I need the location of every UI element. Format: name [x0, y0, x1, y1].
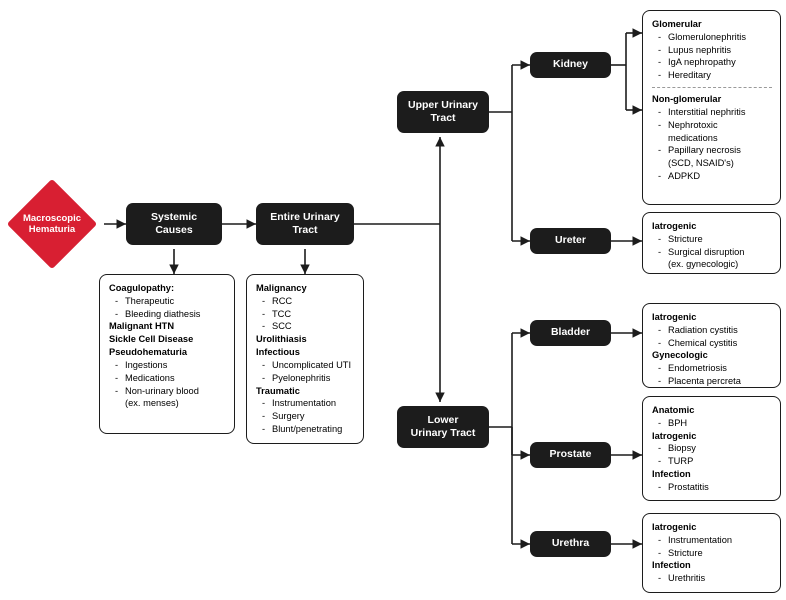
panel-heading: Iatrogenic — [652, 430, 697, 441]
node-entire-urinary-tract-label: Entire Urinary Tract — [270, 210, 340, 236]
panel-heading: Anatomic — [652, 405, 695, 415]
node-ureter[interactable] — [530, 228, 611, 254]
list-item: - Hereditary — [655, 69, 772, 82]
list-item: - Instrumentation — [655, 534, 772, 547]
panel-list — [655, 31, 772, 82]
list-item: - Therapeutic — [112, 295, 226, 308]
panel-list — [655, 572, 772, 585]
urethra-panel — [642, 513, 781, 593]
panel-heading: Coagulopathy: — [109, 283, 175, 293]
list-item: - BPH — [655, 417, 772, 430]
panel-list — [655, 362, 772, 388]
bladder-panel — [642, 303, 781, 388]
list-item: - Instrumentation — [259, 397, 355, 410]
panel-heading: Infectious — [256, 347, 300, 358]
list-item: - Bleeding diathesis — [112, 308, 226, 321]
node-systemic-causes-label: Systemic Causes — [150, 210, 198, 236]
list-item: - Surgical disruption (ex. gynecologic) — [655, 246, 772, 272]
panel-list — [655, 233, 772, 271]
ureter-panel — [642, 212, 781, 274]
prostate-panel — [642, 396, 781, 501]
list-item: - Glomerulonephritis — [655, 31, 772, 44]
node-lower-urinary-tract[interactable] — [397, 406, 489, 448]
panel-heading: Urolithiasis — [256, 334, 307, 345]
list-item: - Biopsy — [655, 442, 772, 455]
node-kidney[interactable] — [530, 52, 611, 78]
panel-list — [655, 324, 772, 350]
panel-list — [259, 295, 355, 333]
panel-list — [112, 295, 226, 321]
panel-list — [112, 359, 226, 410]
panel-heading: Non-glomerular — [652, 94, 722, 105]
panel-heading: Infection — [652, 469, 691, 480]
list-item: - Interstitial nephritis — [655, 106, 772, 119]
node-kidney-label: Kidney — [552, 58, 588, 71]
node-upper-urinary-tract-label: Upper Urinary Tract — [407, 98, 479, 124]
list-item: - Medications — [112, 372, 226, 385]
list-item: - Stricture — [655, 547, 772, 560]
list-item: - Stricture — [655, 233, 772, 246]
panel-heading: Malignancy — [256, 283, 307, 293]
list-item: - Prostatitis — [655, 481, 772, 494]
panel-list — [655, 534, 772, 560]
panel-heading: Infection — [652, 560, 691, 571]
node-bladder[interactable] — [530, 320, 611, 346]
panel-list — [655, 442, 772, 468]
panel-list — [259, 359, 355, 385]
list-item: - Placenta percreta — [655, 375, 772, 388]
node-bladder-label: Bladder — [550, 326, 591, 339]
node-systemic-causes[interactable] — [126, 203, 222, 245]
panel-heading: Glomerular — [652, 19, 702, 29]
list-item: - Radiation cystitis — [655, 324, 772, 337]
list-item: - TURP — [655, 455, 772, 468]
panel-heading: Pseudohematuria — [109, 347, 188, 358]
node-prostate[interactable] — [530, 442, 611, 468]
panel-list — [655, 481, 772, 494]
panel-heading: Traumatic — [256, 385, 300, 396]
list-item: - RCC — [259, 295, 355, 308]
list-item: - IgA nephropathy — [655, 56, 772, 69]
list-item: - SCC — [259, 320, 355, 333]
list-item: - TCC — [259, 308, 355, 321]
panel-divider — [652, 87, 772, 88]
list-item: - Pyelonephritis — [259, 372, 355, 385]
root-node-macroscopic-hematuria[interactable] — [0, 192, 104, 256]
list-item: - Blunt/penetrating — [259, 423, 355, 436]
list-item: - ADPKD — [655, 170, 772, 183]
list-item: - Chemical cystitis — [655, 337, 772, 350]
list-item: - Endometriosis — [655, 362, 772, 375]
node-ureter-label: Ureter — [555, 234, 586, 247]
node-urethra-label: Urethra — [551, 537, 590, 550]
node-upper-urinary-tract[interactable] — [397, 91, 489, 133]
list-item: - Surgery — [259, 410, 355, 423]
panel-list — [259, 397, 355, 435]
node-prostate-label: Prostate — [549, 448, 592, 461]
list-item: - Urethritis — [655, 572, 772, 585]
list-item: - Papillary necrosis (SCD, NSAID's) — [655, 144, 772, 170]
entire-urinary-tract-panel — [246, 274, 364, 444]
list-item: - Lupus nephritis — [655, 44, 772, 57]
panel-list — [655, 106, 772, 183]
node-entire-urinary-tract[interactable] — [256, 203, 354, 245]
node-urethra[interactable] — [530, 531, 611, 557]
list-item: - Ingestions — [112, 359, 226, 372]
panel-list — [655, 417, 772, 430]
list-item: - Non-urinary blood (ex. menses) — [112, 385, 226, 411]
kidney-panel — [642, 10, 781, 205]
systemic-causes-panel — [99, 274, 235, 434]
list-item: - Nephrotoxic medications — [655, 119, 772, 145]
list-item: - Uncomplicated UTI — [259, 359, 355, 372]
panel-heading: Gynecologic — [652, 350, 708, 361]
panel-heading: Sickle Cell Disease — [109, 334, 194, 345]
panel-heading: Iatrogenic — [652, 221, 697, 231]
panel-heading: Malignant HTN — [109, 321, 175, 332]
node-lower-urinary-tract-label: Lower Urinary Tract — [410, 413, 476, 439]
panel-heading: Iatrogenic — [652, 522, 697, 532]
root-node-label: Macroscopic Hematuria — [22, 212, 82, 235]
panel-heading: Iatrogenic — [652, 312, 697, 322]
